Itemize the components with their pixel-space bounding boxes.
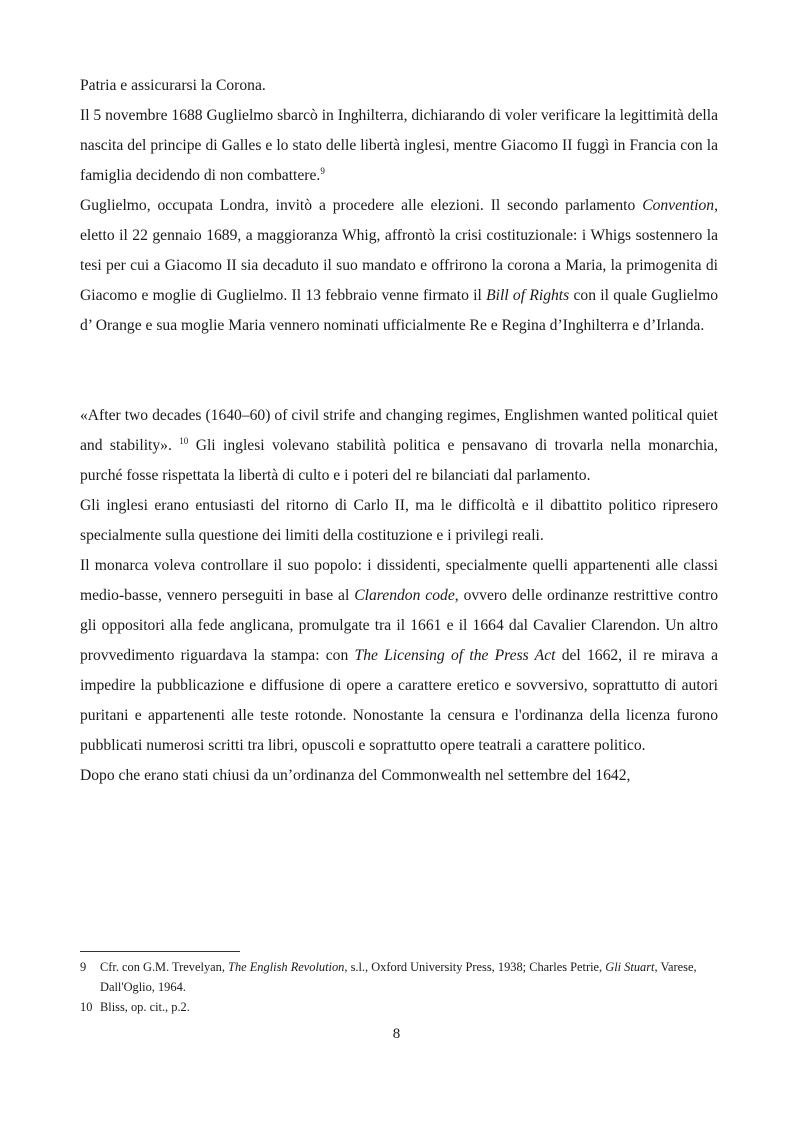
- paragraph: Dopo che erano stati chiusi da un’ordinanza del Commonwealth nel settembre del 1642,: [80, 767, 631, 784]
- body-text: [80, 71, 718, 791]
- footnote-number: 10: [80, 1000, 93, 1014]
- italic-title: Gli Stuart: [605, 960, 655, 974]
- footnote-separator: [80, 951, 240, 952]
- paragraph: «After two decades (1640–60) of civil strife and changing regimes, Englishmen wanted political quiet and stability». $^{10}$ Gli inglesi volevano stabilità politica e pensavano di trovarla nella monarchia, purché fosse rispettata la libertà di culto e i poteri del re bilanciati dal parlamento.: [80, 407, 718, 484]
- footnote-number: 9: [80, 960, 87, 974]
- paragraph: Il monarca voleva controllare il suo popolo: i dissidenti, specialmente quelli appartenenti alle classi medio-basse, vennero perseguiti in base al Clarendon code, ovvero delle ordinanze restrittive contro gli oppositori alla fede anglicana, promulgate tra il 1661 e il 1664 dal Cavalier Clarendon. Un altro provvedimento riguardava la stampa: con The Licensing of the Press Act del 1662, il re mirava a impedire la pubblicazione e diffusione di opere a carattere eretico e sovversivo, soprattutto di autori puritani e appartenenti alle teste rotonde. Nonostante la censura e l'ordinanza della licenza furono pubblicati numerosi scritti tra libri, opuscoli e soprattutto opere teatrali a carattere politico.: [80, 557, 718, 754]
- footnote: 10 Bliss, op. cit., p.2.: [80, 997, 718, 1017]
- italic-term: Bill of Rights: [486, 287, 570, 304]
- paragraph: Gli inglesi erano entusiasti del ritorno di Carlo II, ma le difficoltà e il dibattito politico ripresero specialmente sulla questione dei limiti della costituzione e i privilegi reali.: [80, 497, 718, 544]
- footnotes: [80, 957, 718, 1017]
- paragraph: Patria e assicurarsi la Corona.: [80, 77, 266, 94]
- footnote: 9 Cfr. con G.M. Trevelyan, The English Revolution, s.l., Oxford University Press, 1938; Charles Petrie, Gli Stuart, Varese, Dall'Oglio, 1964.: [80, 957, 718, 997]
- footnote-ref[interactable]: 10: [179, 435, 189, 446]
- italic-term: Clarendon code: [354, 587, 455, 604]
- page-number: 8: [392, 1026, 401, 1042]
- italic-term: Convention: [642, 197, 715, 214]
- footnote-ref[interactable]: 9: [320, 165, 325, 176]
- italic-term: The Licensing of the Press Act: [354, 647, 556, 664]
- italic-title: The English Revolution: [228, 960, 345, 974]
- paragraph: Il 5 novembre 1688 Guglielmo sbarcò in Inghilterra, dichiarando di voler verificare la legittimità della nascita del principe di Galles e lo stato delle libertà inglesi, mentre Giacomo II fuggì in Francia con la famiglia decidendo di non combattere.$^9$: [80, 107, 718, 184]
- paragraph: Guglielmo, occupata Londra, invitò a procedere alle elezioni. Il secondo parlamento Convention, eletto il 22 gennaio 1689, a maggioranza Whig, affrontò la crisi costituzionale: i Whigs sostennero la tesi per cui a Giacomo II sia decaduto il suo mandato e offrirono la corona a Maria, la primogenita di Giacomo e moglie di Guglielmo. Il 13 febbraio venne firmato il Bill of Rights con il quale Guglielmo d’ Orange e sua moglie Maria vennero nominati ufficialmente Re e Regina d’Inghilterra e d’Irlanda.: [80, 197, 718, 334]
